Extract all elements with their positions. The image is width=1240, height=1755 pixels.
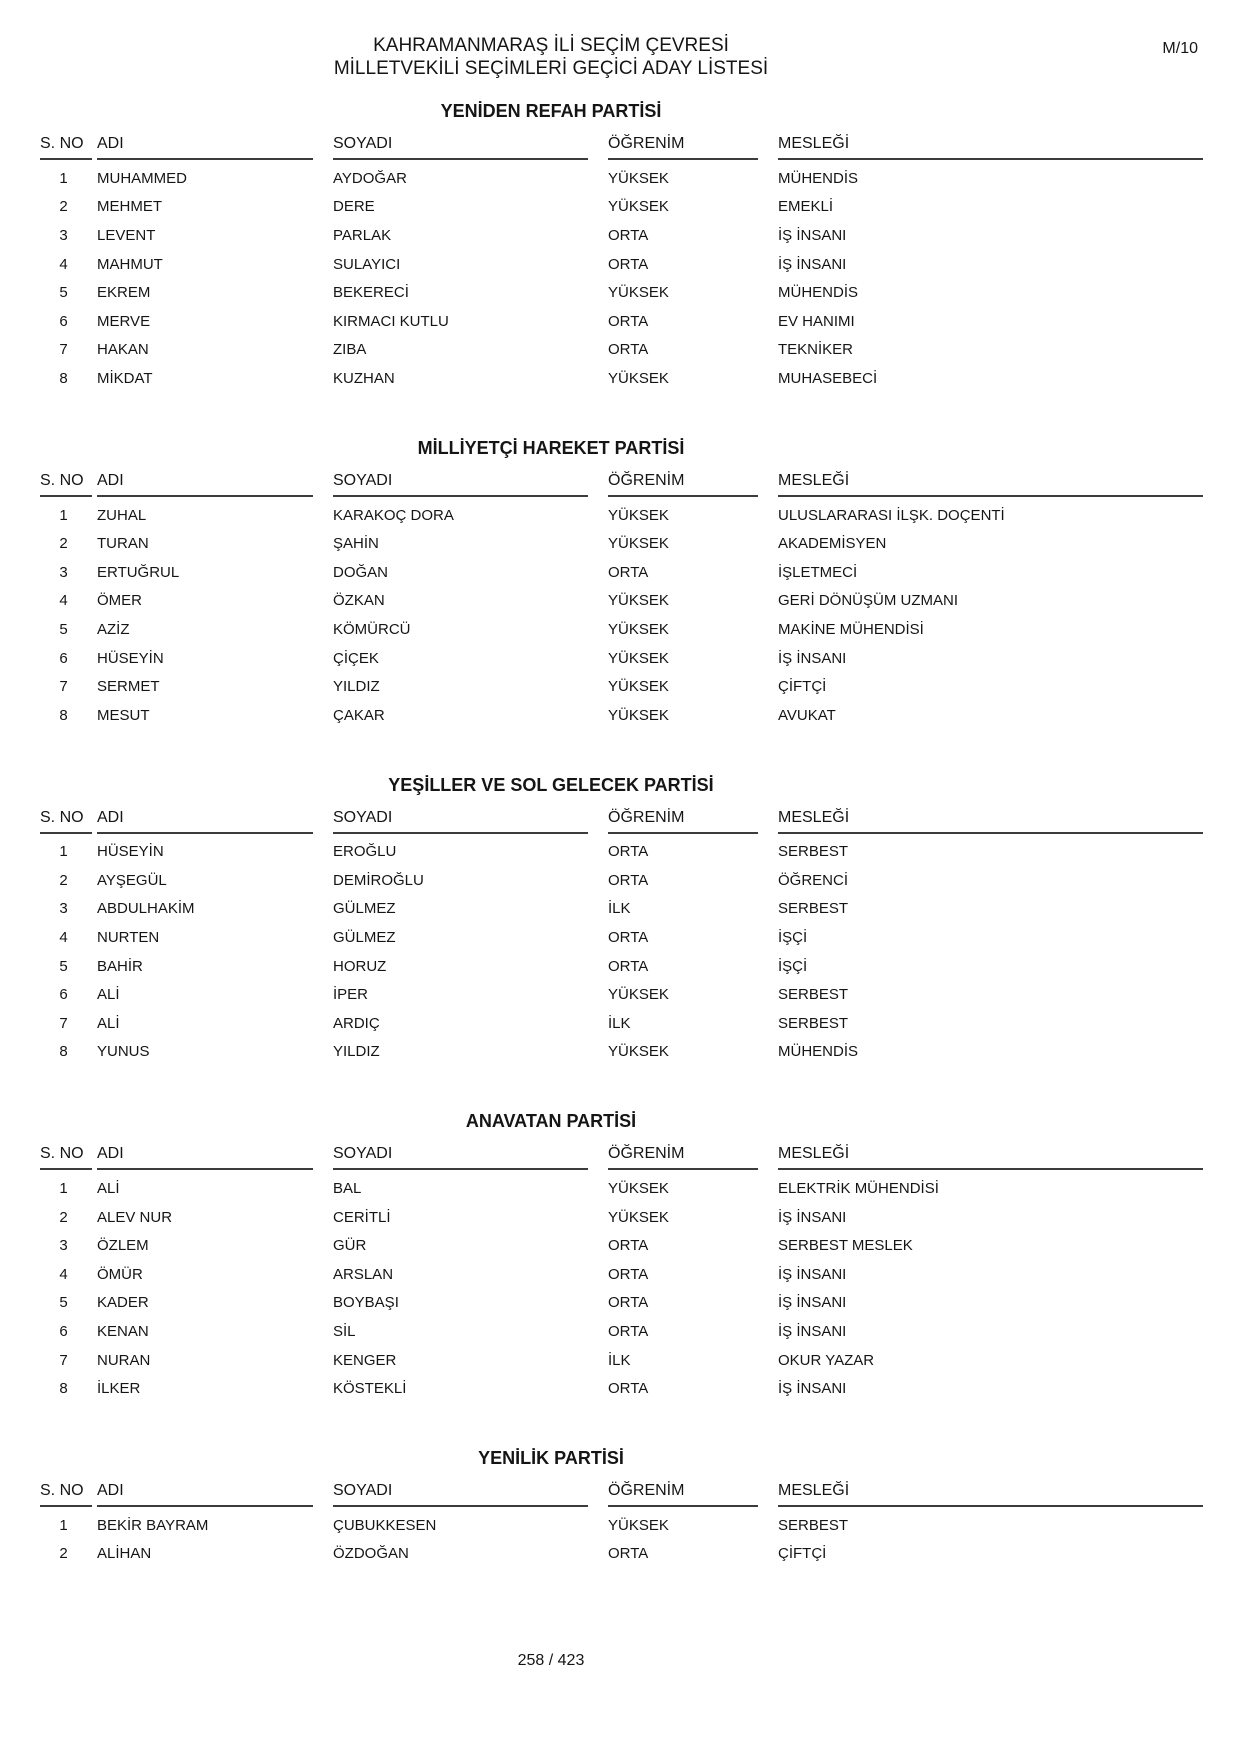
cell-adi: BEKİR BAYRAM xyxy=(97,1516,209,1534)
column-header-ogrenim: ÖĞRENİM xyxy=(608,1145,778,1170)
cell-adi: ALİHAN xyxy=(97,1545,152,1563)
cell-soyadi: ÖZKAN xyxy=(333,592,385,610)
cell-ogrenim: ORTA xyxy=(608,1265,649,1283)
cell-soyadi: ARDIÇ xyxy=(333,1014,380,1032)
cell-meslegi: AVUKAT xyxy=(778,706,836,724)
cell-adi: MUHAMMED xyxy=(97,169,187,187)
cell-adi: MİKDAT xyxy=(97,369,153,387)
cell-sno: 8 xyxy=(59,1380,68,1398)
table-row xyxy=(40,1231,1203,1260)
cell-soyadi: GÜLMEZ xyxy=(333,929,396,947)
cell-sno: 1 xyxy=(59,1516,68,1534)
cell-sno: 1 xyxy=(59,506,68,524)
table-row xyxy=(40,1346,1203,1375)
cell-meslegi: ÖĞRENCİ xyxy=(778,871,849,889)
column-header-adi: ADI xyxy=(97,1482,333,1507)
cell-soyadi: DOĞAN xyxy=(333,563,389,581)
column-header-sno: S. NO xyxy=(40,135,97,160)
cell-sno: 8 xyxy=(59,369,68,387)
cell-sno: 4 xyxy=(59,592,68,610)
cell-sno: 1 xyxy=(59,1180,68,1198)
cell-soyadi: ZIBA xyxy=(333,341,367,359)
table-row xyxy=(40,497,1203,530)
cell-adi: MERVE xyxy=(97,312,151,330)
table-row xyxy=(40,895,1203,924)
party-title: YENİDEN REFAH PARTİSİ xyxy=(440,101,662,121)
cell-meslegi: İŞ İNSANI xyxy=(778,226,847,244)
cell-adi: LEVENT xyxy=(97,226,156,244)
cell-sno: 2 xyxy=(59,535,68,553)
cell-ogrenim: ORTA xyxy=(608,1237,649,1255)
table-row xyxy=(40,336,1203,365)
cell-sno: 5 xyxy=(59,284,68,302)
cell-meslegi: İŞ İNSANI xyxy=(778,1323,847,1341)
cell-ogrenim: YÜKSEK xyxy=(608,198,669,216)
table-row xyxy=(40,1374,1203,1403)
table-row xyxy=(40,866,1203,895)
cell-meslegi: EV HANIMI xyxy=(778,312,855,330)
cell-sno: 6 xyxy=(59,649,68,667)
cell-adi: ALİ xyxy=(97,1180,120,1198)
cell-meslegi: GERİ DÖNÜŞÜM UZMANI xyxy=(778,592,958,610)
cell-soyadi: ÇAKAR xyxy=(333,706,385,724)
cell-meslegi: ÇİFTÇİ xyxy=(778,1545,827,1563)
cell-meslegi: SERBEST xyxy=(778,843,849,861)
column-header-ogrenim: ÖĞRENİM xyxy=(608,472,778,497)
table-header-row xyxy=(40,135,1203,160)
column-header-meslegi: MESLEĞİ xyxy=(778,1145,1203,1170)
cell-adi: HAKAN xyxy=(97,341,149,359)
column-header-adi: ADI xyxy=(97,1145,333,1170)
cell-soyadi: CERİTLİ xyxy=(333,1208,391,1226)
cell-sno: 3 xyxy=(59,1237,68,1255)
column-header-ogrenim: ÖĞRENİM xyxy=(608,135,778,160)
cell-soyadi: BOYBAŞI xyxy=(333,1294,399,1312)
cell-sno: 6 xyxy=(59,1323,68,1341)
document-title-line1: KAHRAMANMARAŞ İLİ SEÇİM ÇEVRESİ xyxy=(373,35,729,56)
table-row xyxy=(40,160,1203,193)
table-row xyxy=(40,278,1203,307)
cell-adi: ABDULHAKİM xyxy=(97,900,195,918)
cell-soyadi: SİL xyxy=(333,1323,356,1341)
column-header-adi: ADI xyxy=(97,809,333,834)
cell-ogrenim: ORTA xyxy=(608,929,649,947)
cell-adi: ÖZLEM xyxy=(97,1237,149,1255)
cell-soyadi: KENGER xyxy=(333,1351,397,1369)
cell-meslegi: İŞ İNSANI xyxy=(778,1208,847,1226)
cell-sno: 4 xyxy=(59,929,68,947)
party-title: ANAVATAN PARTİSİ xyxy=(465,1111,637,1132)
table-row xyxy=(40,1203,1203,1232)
table-row xyxy=(40,250,1203,279)
table-row xyxy=(40,1260,1203,1289)
cell-ogrenim: YÜKSEK xyxy=(608,706,669,724)
cell-adi: ZUHAL xyxy=(97,506,147,524)
cell-soyadi: KÖMÜRCÜ xyxy=(333,620,411,638)
cell-soyadi: ŞAHİN xyxy=(333,535,379,553)
cell-adi: HÜSEYİN xyxy=(97,843,164,861)
table-header-row xyxy=(40,472,1203,497)
table-row xyxy=(40,307,1203,336)
cell-ogrenim: YÜKSEK xyxy=(608,535,669,553)
table-row xyxy=(40,558,1203,587)
cell-adi: AYŞEGÜL xyxy=(97,871,167,889)
cell-meslegi: İŞÇİ xyxy=(778,929,808,947)
cell-meslegi: İŞÇİ xyxy=(778,957,808,975)
cell-sno: 4 xyxy=(59,1265,68,1283)
cell-adi: YUNUS xyxy=(97,1043,150,1061)
cell-ogrenim: YÜKSEK xyxy=(608,1180,669,1198)
cell-ogrenim: ORTA xyxy=(608,1545,649,1563)
cell-adi: EKREM xyxy=(97,284,151,302)
cell-ogrenim: ORTA xyxy=(608,226,649,244)
cell-ogrenim: ORTA xyxy=(608,871,649,889)
column-header-ogrenim: ÖĞRENİM xyxy=(608,1482,778,1507)
cell-meslegi: SERBEST xyxy=(778,900,849,918)
cell-sno: 8 xyxy=(59,1043,68,1061)
cell-sno: 3 xyxy=(59,563,68,581)
cell-adi: ÖMER xyxy=(97,592,142,610)
table-row xyxy=(40,1170,1203,1203)
cell-meslegi: İŞ İNSANI xyxy=(778,1380,847,1398)
column-header-meslegi: MESLEĞİ xyxy=(778,809,1203,834)
table-row xyxy=(40,644,1203,673)
cell-meslegi: MUHASEBECİ xyxy=(778,369,878,387)
table-row xyxy=(40,834,1203,867)
column-header-soyadi: SOYADI xyxy=(333,135,608,160)
page-ref: M/10 xyxy=(1162,40,1198,57)
column-header-sno: S. NO xyxy=(40,1482,97,1507)
cell-soyadi: DEMİROĞLU xyxy=(333,871,424,889)
table-row xyxy=(40,1317,1203,1346)
table-row xyxy=(40,701,1203,730)
cell-meslegi: İŞLETMECİ xyxy=(778,563,858,581)
cell-adi: BAHİR xyxy=(97,957,143,975)
table-row xyxy=(40,193,1203,222)
cell-ogrenim: ORTA xyxy=(608,1294,649,1312)
cell-meslegi: İŞ İNSANI xyxy=(778,649,847,667)
cell-soyadi: DERE xyxy=(333,198,375,216)
cell-sno: 3 xyxy=(59,226,68,244)
cell-ogrenim: İLK xyxy=(608,1014,631,1032)
cell-soyadi: GÜLMEZ xyxy=(333,900,396,918)
cell-soyadi: KÖSTEKLİ xyxy=(333,1380,407,1398)
cell-soyadi: ÇUBUKKESEN xyxy=(333,1516,437,1534)
cell-ogrenim: YÜKSEK xyxy=(608,649,669,667)
cell-meslegi: İŞ İNSANI xyxy=(778,1294,847,1312)
cell-adi: MAHMUT xyxy=(97,255,163,273)
cell-meslegi: OKUR YAZAR xyxy=(778,1351,875,1369)
cell-soyadi: KARAKOÇ DORA xyxy=(333,506,454,524)
cell-soyadi: BEKERECİ xyxy=(333,284,409,302)
document-title-line2: MİLLETVEKİLİ SEÇİMLERİ GEÇİCİ ADAY LİSTESİ xyxy=(333,58,769,79)
cell-meslegi: İŞ İNSANI xyxy=(778,255,847,273)
cell-ogrenim: YÜKSEK xyxy=(608,1208,669,1226)
column-header-soyadi: SOYADI xyxy=(333,809,608,834)
cell-adi: ÖMÜR xyxy=(97,1265,143,1283)
column-header-soyadi: SOYADI xyxy=(333,1482,608,1507)
column-header-ogrenim: ÖĞRENİM xyxy=(608,809,778,834)
cell-sno: 7 xyxy=(59,1351,68,1369)
cell-adi: ALİ xyxy=(97,986,120,1004)
cell-ogrenim: YÜKSEK xyxy=(608,1043,669,1061)
cell-meslegi: SERBEST MESLEK xyxy=(778,1237,913,1255)
party-section xyxy=(40,775,1203,1067)
cell-ogrenim: YÜKSEK xyxy=(608,284,669,302)
column-header-adi: ADI xyxy=(97,472,333,497)
column-header-sno: S. NO xyxy=(40,472,97,497)
cell-ogrenim: ORTA xyxy=(608,1380,649,1398)
table-row xyxy=(40,1289,1203,1318)
candidates-table xyxy=(40,809,1203,1067)
cell-ogrenim: ORTA xyxy=(608,312,649,330)
cell-ogrenim: ORTA xyxy=(608,843,649,861)
cell-ogrenim: YÜKSEK xyxy=(608,506,669,524)
cell-sno: 7 xyxy=(59,678,68,696)
cell-ogrenim: ORTA xyxy=(608,957,649,975)
cell-meslegi: AKADEMİSYEN xyxy=(778,535,887,553)
cell-soyadi: ÖZDOĞAN xyxy=(333,1545,409,1563)
cell-meslegi: MÜHENDİS xyxy=(778,169,859,187)
table-row xyxy=(40,1038,1203,1067)
cell-ogrenim: YÜKSEK xyxy=(608,620,669,638)
cell-adi: AZİZ xyxy=(97,620,130,638)
party-section xyxy=(40,1448,1203,1568)
cell-adi: MESUT xyxy=(97,706,150,724)
table-header-row xyxy=(40,1145,1203,1170)
cell-ogrenim: ORTA xyxy=(608,1323,649,1341)
cell-sno: 5 xyxy=(59,620,68,638)
cell-ogrenim: ORTA xyxy=(608,341,649,359)
cell-soyadi: GÜR xyxy=(333,1237,367,1255)
column-header-meslegi: MESLEĞİ xyxy=(778,1482,1203,1507)
candidates-table xyxy=(40,472,1203,730)
cell-adi: HÜSEYİN xyxy=(97,649,164,667)
cell-sno: 5 xyxy=(59,957,68,975)
cell-sno: 5 xyxy=(59,1294,68,1312)
cell-adi: NURTEN xyxy=(97,929,160,947)
cell-sno: 2 xyxy=(59,198,68,216)
table-row xyxy=(40,1009,1203,1038)
table-header-row xyxy=(40,1482,1203,1507)
cell-ogrenim: İLK xyxy=(608,900,631,918)
table-row xyxy=(40,1507,1203,1540)
party-title: MİLLİYETÇİ HAREKET PARTİSİ xyxy=(417,437,685,458)
cell-sno: 2 xyxy=(59,1545,68,1563)
cell-adi: ALİ xyxy=(97,1014,120,1032)
party-section xyxy=(40,101,1203,393)
cell-ogrenim: YÜKSEK xyxy=(608,1516,669,1534)
cell-meslegi: SERBEST xyxy=(778,1516,849,1534)
cell-adi: TURAN xyxy=(97,535,149,553)
cell-meslegi: İŞ İNSANI xyxy=(778,1265,847,1283)
column-header-soyadi: SOYADI xyxy=(333,1145,608,1170)
cell-sno: 7 xyxy=(59,1014,68,1032)
cell-soyadi: SULAYICI xyxy=(333,255,401,273)
cell-sno: 3 xyxy=(59,900,68,918)
cell-sno: 8 xyxy=(59,706,68,724)
cell-sno: 6 xyxy=(59,312,68,330)
column-header-meslegi: MESLEĞİ xyxy=(778,135,1203,160)
cell-ogrenim: ORTA xyxy=(608,255,649,273)
document-title xyxy=(40,0,1062,80)
table-row xyxy=(40,980,1203,1009)
cell-adi: ERTUĞRUL xyxy=(97,563,180,581)
page-number: 258 / 423 xyxy=(517,1652,585,1669)
cell-meslegi: TEKNİKER xyxy=(778,341,854,359)
cell-meslegi: ÇİFTÇİ xyxy=(778,678,827,696)
candidates-table xyxy=(40,1145,1203,1403)
table-row xyxy=(40,587,1203,616)
table-row xyxy=(40,1540,1203,1569)
table-row xyxy=(40,672,1203,701)
cell-soyadi: ÇİÇEK xyxy=(333,649,379,667)
table-row xyxy=(40,952,1203,981)
cell-ogrenim: YÜKSEK xyxy=(608,592,669,610)
party-sections xyxy=(40,101,1203,1568)
cell-adi: NURAN xyxy=(97,1351,151,1369)
cell-soyadi: HORUZ xyxy=(333,957,387,975)
cell-ogrenim: YÜKSEK xyxy=(608,169,669,187)
cell-soyadi: PARLAK xyxy=(333,226,392,244)
column-header-adi: ADI xyxy=(97,135,333,160)
column-header-sno: S. NO xyxy=(40,1145,97,1170)
cell-sno: 6 xyxy=(59,986,68,1004)
cell-adi: İLKER xyxy=(97,1380,141,1398)
cell-ogrenim: YÜKSEK xyxy=(608,369,669,387)
cell-meslegi: SERBEST xyxy=(778,1014,849,1032)
cell-meslegi: MÜHENDİS xyxy=(778,1043,859,1061)
cell-adi: KADER xyxy=(97,1294,149,1312)
table-row xyxy=(40,615,1203,644)
cell-meslegi: MÜHENDİS xyxy=(778,284,859,302)
cell-ogrenim: İLK xyxy=(608,1351,631,1369)
cell-adi: KENAN xyxy=(97,1323,149,1341)
cell-adi: SERMET xyxy=(97,678,160,696)
cell-meslegi: ELEKTRİK MÜHENDİSİ xyxy=(778,1180,939,1198)
cell-ogrenim: YÜKSEK xyxy=(608,986,669,1004)
candidates-table xyxy=(40,135,1203,393)
cell-meslegi: EMEKLİ xyxy=(778,198,834,216)
cell-soyadi: KUZHAN xyxy=(333,369,395,387)
candidates-table xyxy=(40,1482,1203,1568)
cell-sno: 2 xyxy=(59,1208,68,1226)
party-title: YEŞİLLER VE SOL GELECEK PARTİSİ xyxy=(388,774,714,795)
cell-soyadi: AYDOĞAR xyxy=(333,169,407,187)
cell-soyadi: BAL xyxy=(333,1180,362,1198)
cell-sno: 4 xyxy=(59,255,68,273)
cell-ogrenim: YÜKSEK xyxy=(608,678,669,696)
cell-sno: 1 xyxy=(59,169,68,187)
table-header-row xyxy=(40,809,1203,834)
column-header-sno: S. NO xyxy=(40,809,97,834)
cell-soyadi: ARSLAN xyxy=(333,1265,394,1283)
cell-soyadi: YILDIZ xyxy=(333,1043,380,1061)
cell-sno: 1 xyxy=(59,843,68,861)
column-header-soyadi: SOYADI xyxy=(333,472,608,497)
table-row xyxy=(40,529,1203,558)
party-section xyxy=(40,438,1203,730)
party-title: YENİLİK PARTİSİ xyxy=(478,1448,624,1468)
cell-adi: MEHMET xyxy=(97,198,162,216)
cell-meslegi: ULUSLARARASI İLŞK. DOÇENTİ xyxy=(778,506,1005,524)
cell-meslegi: SERBEST xyxy=(778,986,849,1004)
cell-sno: 7 xyxy=(59,341,68,359)
party-section xyxy=(40,1111,1203,1403)
table-row xyxy=(40,221,1203,250)
cell-soyadi: EROĞLU xyxy=(333,843,397,861)
cell-soyadi: İPER xyxy=(333,986,369,1004)
cell-sno: 2 xyxy=(59,871,68,889)
table-row xyxy=(40,923,1203,952)
cell-meslegi: MAKİNE MÜHENDİSİ xyxy=(778,620,924,638)
table-row xyxy=(40,364,1203,393)
cell-soyadi: YILDIZ xyxy=(333,678,380,696)
cell-ogrenim: ORTA xyxy=(608,563,649,581)
column-header-meslegi: MESLEĞİ xyxy=(778,472,1203,497)
cell-adi: ALEV NUR xyxy=(97,1208,173,1226)
cell-soyadi: KIRMACI KUTLU xyxy=(333,312,449,330)
